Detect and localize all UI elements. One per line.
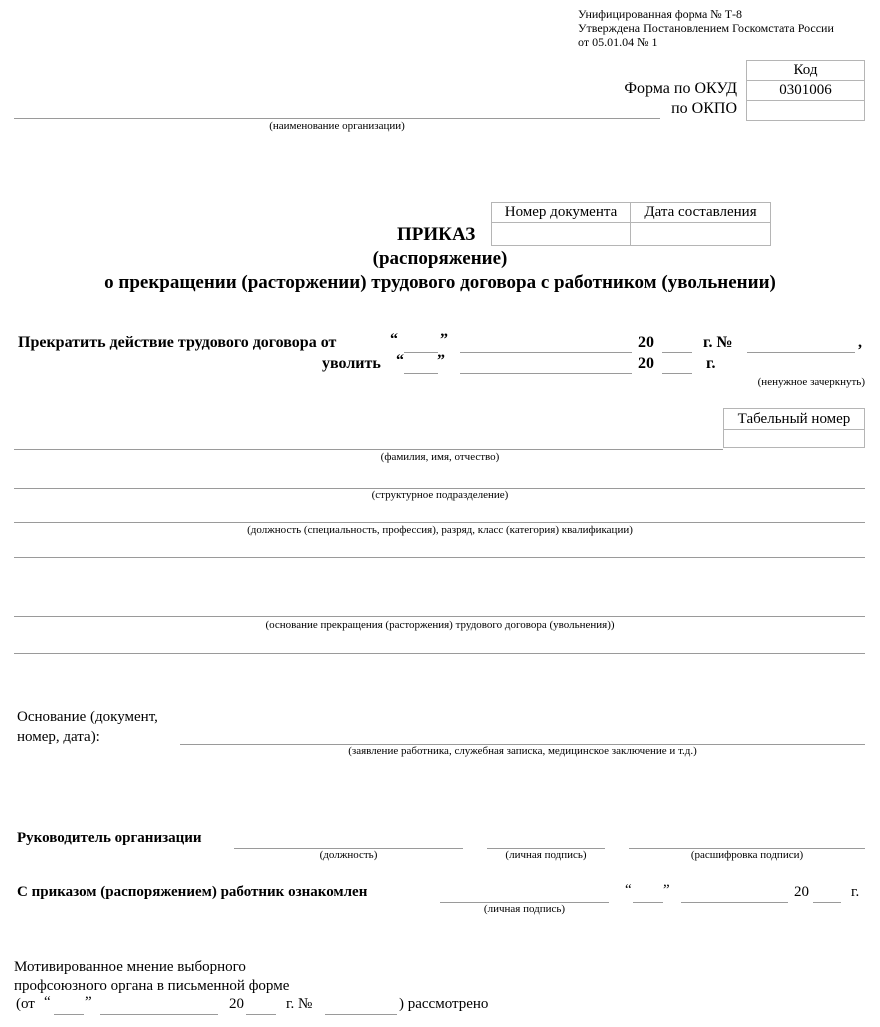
acquainted-month-field[interactable] [681,902,788,903]
acquainted-signature-caption: (личная подпись) [483,903,566,915]
title-subject: о прекращении (расторжении) трудового договора с работником (увольнении) [104,272,776,293]
tab-number-table [723,408,865,448]
head-label: Руководитель организации [17,830,202,846]
form-header-line1: Унифицированная форма № Т-8 [578,7,743,21]
okpo-value[interactable] [747,101,865,121]
acquainted-open-quote: “ [625,882,632,898]
dismiss-year-prefix: 20 [638,355,654,372]
acquainted-year-prefix: 20 [794,884,809,900]
doc-date-cell[interactable] [631,223,771,246]
basis-caption: (заявление работника, служебная записка, медицинское заключение и т.д.) [348,745,697,757]
dismiss-day-field[interactable] [404,373,438,374]
tab-number-cell[interactable] [724,430,865,448]
union-day-field[interactable] [54,1014,84,1015]
union-year-prefix: 20 [229,996,244,1012]
okud-label: Форма по ОКУД [624,80,737,97]
union-label-line1: Мотивированное мнение выборного [14,959,246,975]
basis-label-line1: Основание (документ, [17,709,158,725]
org-caption: (наименование организации) [269,120,405,132]
terminate-month-field[interactable] [460,352,632,353]
terminate-year-field[interactable] [662,352,692,353]
terminate-year-prefix: 20 [638,334,654,351]
union-year-suffix: г. № [286,996,313,1012]
fio-caption: (фамилия, имя, отчество) [380,451,500,463]
head-decoding-caption: (расшифровка подписи) [690,849,804,861]
acquainted-day-field[interactable] [633,902,663,903]
title-prikaz: ПРИКАЗ [397,224,476,245]
terminate-year-suffix: г. № [703,334,733,351]
union-label [14,958,289,996]
kod-header: Код [747,61,865,81]
reason-line-2[interactable] [14,616,865,617]
codes-table [746,60,865,121]
acquainted-year-suffix: г. [851,884,860,900]
position-caption: (должность (специальность, профессия), разряд, класс (категория) квалификации) [247,524,633,536]
dismiss-month-field[interactable] [460,373,632,374]
tab-number-header: Табельный номер [724,409,865,430]
form-header-line2: Утверждена Постановлением Госкомстата России [578,21,834,35]
terminate-comma: , [858,334,862,351]
head-signature-caption: (личная подпись) [505,849,587,861]
org-name-line[interactable] [14,118,660,119]
union-close-quote: ” [85,994,92,1010]
union-number-field[interactable] [325,1014,397,1015]
form-header [578,7,834,49]
acquainted-year-field[interactable] [813,902,841,903]
position-line[interactable] [14,522,865,523]
dismiss-year-field[interactable] [662,373,692,374]
head-position-caption: (должность) [319,849,378,861]
dismiss-open-quote: “ [396,352,404,369]
terminate-day-field[interactable] [404,352,438,353]
reason-line-1[interactable] [14,557,865,558]
dismiss-label: уволить [322,355,381,372]
title-rasporyazhenie: (распоряжение) [372,248,508,269]
acquainted-close-quote: ” [663,882,670,898]
basis-label-line2: номер, дата): [17,729,100,745]
reason-caption: (основание прекращения (расторжения) трудового договора (увольнения)) [265,619,615,631]
union-open-quote: “ [44,994,51,1010]
fio-line[interactable] [14,449,723,450]
union-year-field[interactable] [246,1014,276,1015]
union-label-line2: профсоюзного органа в письменной форме [14,978,290,994]
dismiss-year-suffix: г. [706,355,716,372]
doc-number-cell[interactable] [492,223,631,246]
terminate-open-quote: “ [390,331,398,348]
union-from-label: (от [16,996,35,1012]
acquainted-label: С приказом (распоряжением) работник ознакомлен [17,884,368,900]
dept-caption: (структурное подразделение) [371,489,509,501]
okpo-label: по ОКПО [671,100,737,117]
union-month-field[interactable] [100,1014,218,1015]
reason-line-3[interactable] [14,653,865,654]
terminate-label: Прекратить действие трудового договора от [18,334,337,351]
doc-number-header: Номер документа [492,203,631,223]
strike-note: (ненужное зачеркнуть) [757,376,865,388]
okud-value[interactable]: 0301006 [747,81,865,101]
doc-date-header: Дата составления [631,203,771,223]
form-header-line3: от 05.01.04 № 1 [578,35,658,49]
dismiss-close-quote: ” [437,352,445,369]
doc-number-table [491,202,771,246]
terminate-number-field[interactable] [747,352,855,353]
union-reviewed: ) рассмотрено [399,996,489,1012]
terminate-close-quote: ” [440,331,448,348]
basis-label [17,707,158,747]
